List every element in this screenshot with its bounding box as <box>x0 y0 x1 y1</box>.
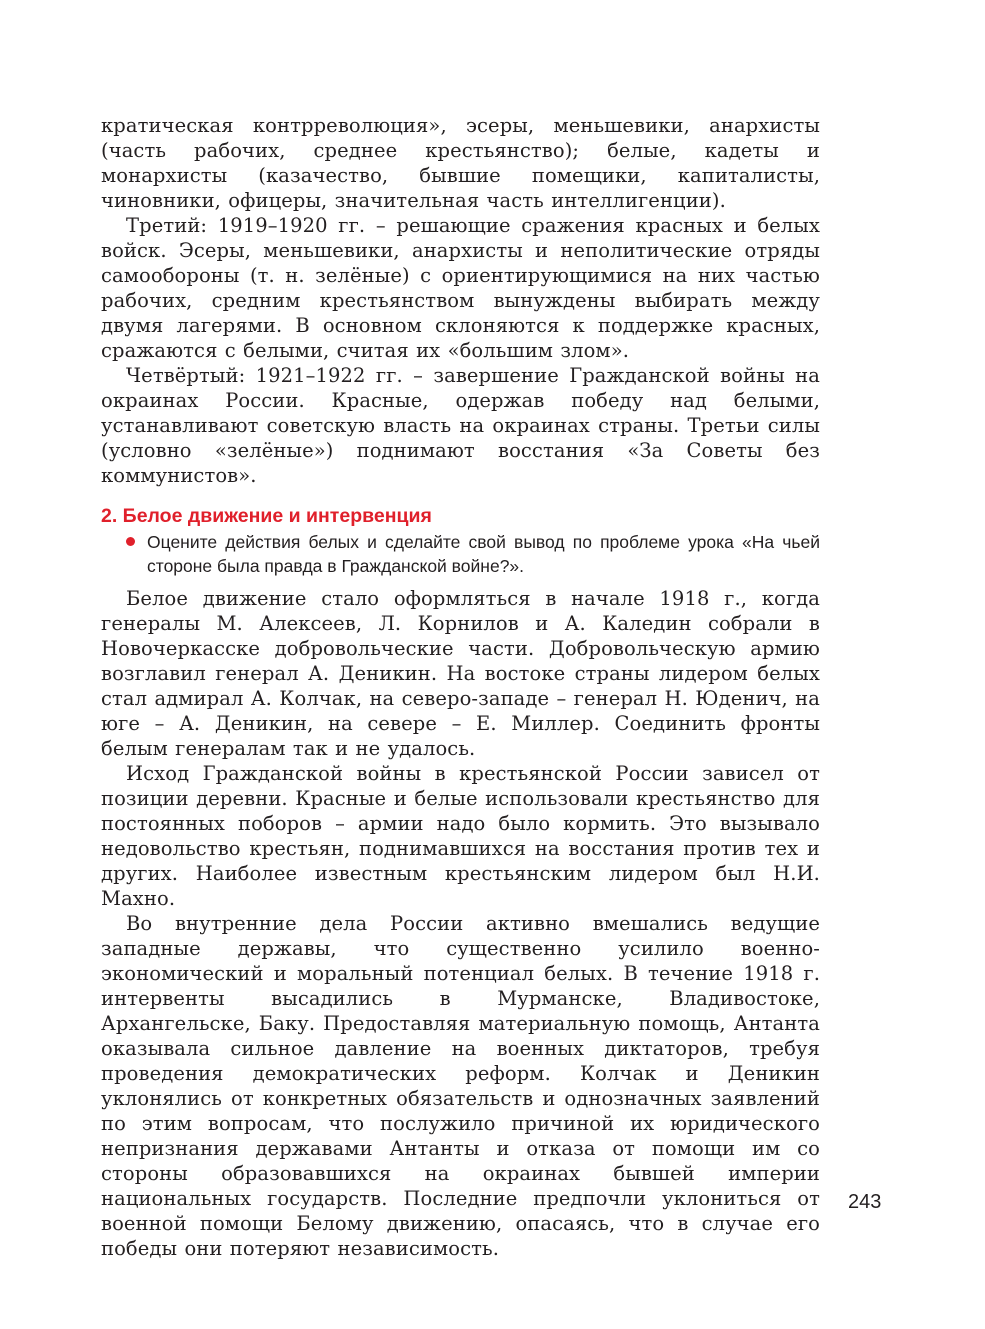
paragraph-third-stage: Третий: 1919–1920 гг. – решающие сражения красных и белых войск. Эсеры, меньшевики, анархисты и неполитические отряды самообороны (т. н. зелёные) с ориентирующимися на них частью рабочих, средним крестьянством вынуждены выбирать между двумя лагерями. В основном склоняются к поддержке красных, сражаются с белыми, считая их «большим злом». <box>101 214 820 362</box>
section-heading: 2. Белое движение и интервенция <box>101 505 432 527</box>
paragraph-continuation: кратическая контрреволюция», эсеры, меньшевики, анархисты (часть рабочих, среднее крестьянство); белые, кадеты и монархисты (казачество, бывшие помещики, капиталисты, чиновники, офицеры, значительная часть интеллигенции). <box>101 114 820 212</box>
paragraph-white-movement: Белое движение стало оформляться в начале 1918 г., когда генералы М. Алексеев, Л. Корнилов и А. Каледин собрали в Новочеркасске добровольческие части. Добровольческую армию возглавил генерал А. Деникин. На востоке страны лидером белых стал адмирал А. Колчак, на северо-западе – генерал Н. Юденич, на юге – А. Деникин, на севере – Е. Миллер. Соединить фронты белым генералам так и не удалось. <box>101 587 820 760</box>
page-body <box>101 113 820 1261</box>
page-number: 243 <box>848 1191 882 1213</box>
paragraph-fourth-stage: Четвёртый: 1921–1922 гг. – завершение Гражданской войны на окраинах России. Красные, одержав победу над белыми, устанавливают советскую власть на окраинах страны. Третьи силы (условно «зелёные») поднимают восстания «За Советы без коммунистов». <box>101 364 820 487</box>
paragraph-peasantry: Исход Гражданской войны в крестьянской России зависел от позиции деревни. Красные и белые использовали крестьянство для постоянных поборов – армии надо было кормить. Это вызывало недовольство крестьян, поднимавшихся на восстания против тех и других. Наиболее известным крестьянским лидером был Н.И. Махно. <box>101 762 820 910</box>
task-text: Оцените действия белых и сделайте свой вывод по проблеме урока «На чьей стороне была правда в Гражданской войне?». <box>147 532 820 576</box>
paragraph-intervention: Во внутренние дела России активно вмешались ведущие западные державы, что существенно усилило военно-экономический и моральный потенциал белых. В течение 1918 г. интервенты высадились в Мурманске, Владивостоке, Архангельске, Баку. Предоставляя материальную помощь, Антанта оказывала сильное давление на военных диктаторов, требуя проведения демократических реформ. Колчак и Деникин уклонялись от конкретных обязательств и однозначных заявлений по этим вопросам, что послужило причиной их юридического непризнания державами Антанты и отказа от помощи им со стороны образовавшихся на окраинах бывшей империи национальных государств. Последние предпочли уклониться от военной помощи Белому движению, опасаясь, что в случае его победы они потеряют независимость. <box>101 912 820 1260</box>
bullet-icon <box>126 537 135 546</box>
task-item <box>147 530 820 578</box>
